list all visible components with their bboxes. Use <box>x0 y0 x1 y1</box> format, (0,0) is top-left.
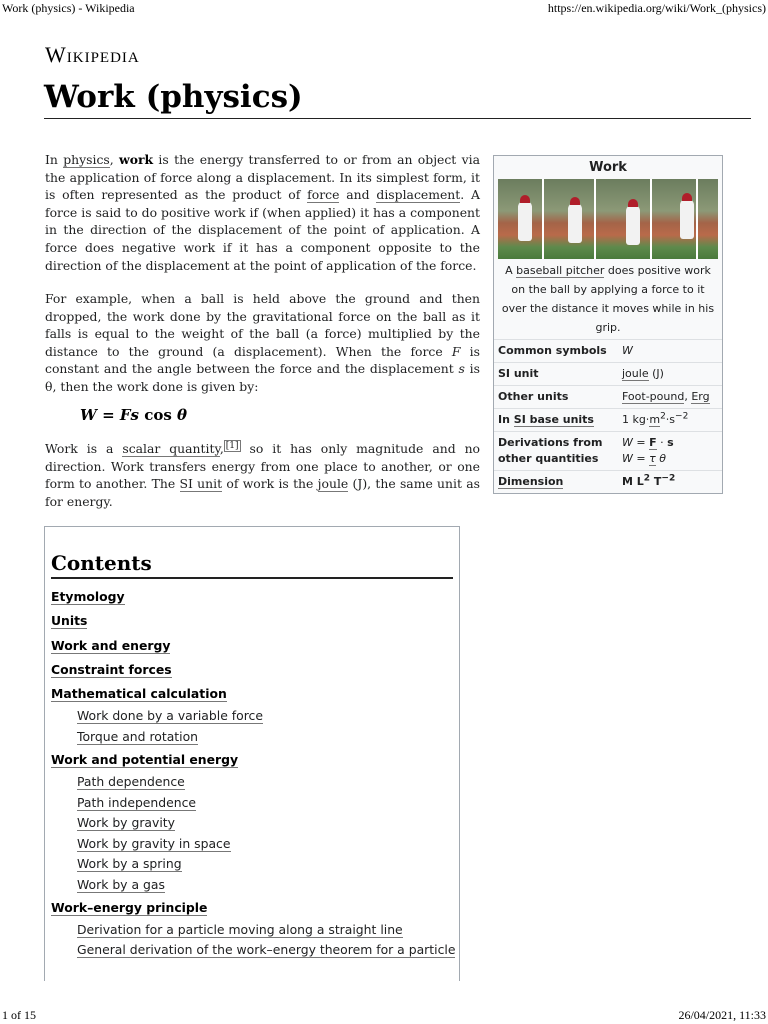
print-header <box>0 0 768 18</box>
text-run: L <box>632 475 644 488</box>
bold-term-work: work <box>119 152 154 167</box>
toc-entry[interactable] <box>51 634 459 658</box>
print-footer-datetime: 26/04/2021, 11:33 <box>678 1008 766 1022</box>
infobox-value <box>622 474 718 490</box>
infobox-key: Derivations from other quantities <box>498 436 603 465</box>
table-of-contents <box>44 526 460 981</box>
link-dimension[interactable]: Dimension <box>498 475 564 488</box>
text-run: = <box>632 436 650 449</box>
link-si-base-units[interactable]: SI base units <box>513 413 594 426</box>
work-formula <box>80 406 187 424</box>
infobox-value: W <box>622 344 633 357</box>
infobox-row-other-units <box>494 385 722 408</box>
infobox-key <box>498 412 622 428</box>
print-header-url[interactable]: https://en.wikipedia.org/wiki/Work_(physics) <box>547 1 766 15</box>
toc-entry[interactable] <box>51 813 459 834</box>
superscript: 2 <box>643 473 651 484</box>
link-erg[interactable]: Erg <box>691 390 710 403</box>
text-run: so it has only magnitude and no direction. Work transfers energy from one place to another, or one form to another. The <box>45 441 481 492</box>
math-var-s: s <box>458 361 465 377</box>
text-run: is θ, then the work done is given by: <box>45 361 480 394</box>
infobox-row-symbols <box>494 339 722 362</box>
link-force[interactable]: force <box>307 187 340 203</box>
baseball-pitcher-image[interactable] <box>498 179 718 259</box>
text-run: 1 kg⋅ <box>622 413 650 426</box>
link-physics[interactable]: physics <box>63 152 110 167</box>
toc-entry[interactable] <box>51 706 459 727</box>
toc-entry-label[interactable]: Work–energy principle <box>51 899 208 915</box>
toc-entry[interactable] <box>51 727 459 748</box>
toc-list <box>51 585 459 961</box>
print-footer-page: 1 of 15 <box>2 1008 36 1022</box>
intro-paragraph-2 <box>45 290 480 396</box>
text-run: For example, when a ball is held above the ground and then dropped, the work done by the gravitational force on the ball as it falls is equal to the weight of the ball (a force) multiplied by the distance to the ground (a displacement). When the force <box>45 291 480 359</box>
toc-entry-label[interactable]: Torque and rotation <box>77 729 199 745</box>
infobox-value <box>622 389 718 405</box>
text-run: M <box>622 475 633 488</box>
toc-entry[interactable] <box>51 748 459 772</box>
toc-entry[interactable] <box>51 940 459 961</box>
infobox-title: Work <box>589 160 627 175</box>
toc-entry-label[interactable]: Etymology <box>51 589 125 604</box>
toc-entry-label[interactable]: General derivation of the work–energy theorem for a particle <box>77 942 456 958</box>
text-run: T <box>650 475 662 488</box>
wikipedia-wordmark[interactable]: Wikipedia <box>45 42 140 67</box>
link-metre[interactable]: m <box>649 413 661 426</box>
infobox-row-si-unit <box>494 362 722 385</box>
formula-lhs: W <box>80 406 97 424</box>
toc-entry-label[interactable]: Work by a spring <box>77 856 182 872</box>
infobox <box>493 155 723 494</box>
text-run: of work is the <box>222 476 318 492</box>
link-joule[interactable]: joule <box>317 476 349 492</box>
text-run: and <box>339 187 377 203</box>
formula-theta: θ <box>177 406 188 424</box>
infobox-key <box>498 474 622 490</box>
infobox-key: Other units <box>498 390 569 403</box>
text-run: is constant and the angle between the force and the displacement <box>45 343 480 377</box>
infobox-key: Common symbols <box>498 344 607 357</box>
toc-entry[interactable] <box>51 682 459 706</box>
formula-cos: cos <box>138 406 178 424</box>
toc-entry-label[interactable]: Work by a gas <box>77 876 165 892</box>
infobox-row-derivations <box>494 431 722 470</box>
link-joule-infobox[interactable]: joule <box>622 367 649 380</box>
reference-1[interactable]: [1] <box>225 440 239 451</box>
text-run: (J), the same unit as for energy. <box>45 476 480 509</box>
print-footer <box>0 1006 768 1024</box>
toc-entry-label[interactable]: Work by gravity <box>77 815 175 831</box>
math-var-F: F <box>451 343 461 359</box>
toc-entry-label[interactable]: Derivation for a particle moving along a straight line <box>77 921 403 937</box>
text-run: A <box>505 264 517 277</box>
link-si-unit[interactable]: SI unit <box>179 476 223 492</box>
toc-entry[interactable] <box>51 896 459 920</box>
derivation-line-2 <box>622 451 718 467</box>
toc-entry-label[interactable]: Path independence <box>77 794 197 810</box>
text-run: = <box>632 452 650 465</box>
text-run: . A force is said to do positive work if (when applied) it has a component in the direction of the displacement of the point of application. A force does negative work if it has a component opposite to the direction of the displacement at the point of application of the force. <box>45 187 480 273</box>
infobox-value <box>622 435 718 467</box>
toc-entry-label[interactable]: Mathematical calculation <box>51 686 227 702</box>
text-run: (J) <box>648 367 664 380</box>
link-torque[interactable]: τ <box>649 452 656 465</box>
math-var: s <box>667 436 674 449</box>
infobox-row-base-units <box>494 408 722 431</box>
toc-entry-label[interactable]: Constraint forces <box>51 661 172 677</box>
link-scalar-quantity[interactable]: scalar quantity <box>122 441 220 456</box>
superscript: −2 <box>675 411 689 422</box>
text-run: , <box>684 390 692 403</box>
text-run: Work is a <box>45 441 123 456</box>
superscript: −2 <box>661 473 676 484</box>
infobox-value <box>622 366 718 382</box>
toc-entry-label[interactable]: Work and potential energy <box>51 751 239 767</box>
link-force-vector[interactable]: F <box>649 436 657 449</box>
toc-entry[interactable] <box>51 875 459 896</box>
math-var: W <box>622 436 633 449</box>
text-run: does positive work on the ball by applying a force to it over the distance it moves while in his grip. <box>501 264 715 334</box>
toc-entry-label[interactable]: Work and energy <box>51 637 171 653</box>
text-run: is the energy transferred to or from an object via the application of force along a displacement. In its simplest form, it is often represented as the product of <box>45 152 480 203</box>
toc-entry[interactable] <box>51 834 459 855</box>
intro-paragraph-3 <box>45 440 480 510</box>
infobox-value <box>622 412 718 428</box>
toc-entry[interactable] <box>51 772 459 793</box>
text-run: In <box>498 413 514 426</box>
text-run: · <box>656 436 668 449</box>
toc-entry-label[interactable]: Work done by a variable force <box>77 708 263 724</box>
infobox-row-dimension <box>494 470 722 493</box>
toc-entry[interactable] <box>51 793 459 814</box>
link-foot-pound[interactable]: Foot-pound <box>622 390 685 403</box>
text-run: , <box>219 441 224 456</box>
toc-entry[interactable] <box>51 920 459 941</box>
toc-entry-label[interactable]: Path dependence <box>77 773 185 789</box>
derivation-line-1 <box>622 435 718 451</box>
toc-entry[interactable] <box>51 609 459 633</box>
toc-entry[interactable] <box>51 658 459 682</box>
formula-equals: = <box>96 406 120 424</box>
link-displacement[interactable]: displacement <box>376 187 461 203</box>
text-run: , <box>109 152 120 167</box>
print-header-title: Work (physics) - Wikipedia <box>2 1 135 15</box>
toc-title: Contents <box>51 551 453 579</box>
infobox-caption <box>494 259 722 339</box>
toc-entry-label[interactable]: Work by gravity in space <box>77 835 231 851</box>
page-title: Work (physics) <box>44 78 751 119</box>
toc-entry[interactable] <box>51 585 459 609</box>
toc-entry[interactable] <box>51 854 459 875</box>
text-run: In <box>45 152 64 167</box>
formula-rhs: Fs <box>119 406 139 424</box>
math-var: θ <box>655 452 666 465</box>
toc-entry-label[interactable]: Units <box>51 613 88 629</box>
math-var: W <box>622 452 633 465</box>
link-baseball-pitcher[interactable]: baseball pitcher <box>516 264 605 277</box>
infobox-key: SI unit <box>498 367 539 380</box>
text-run: ⋅s <box>665 413 676 426</box>
superscript: 2 <box>660 411 666 422</box>
intro-paragraph-1 <box>45 151 480 274</box>
